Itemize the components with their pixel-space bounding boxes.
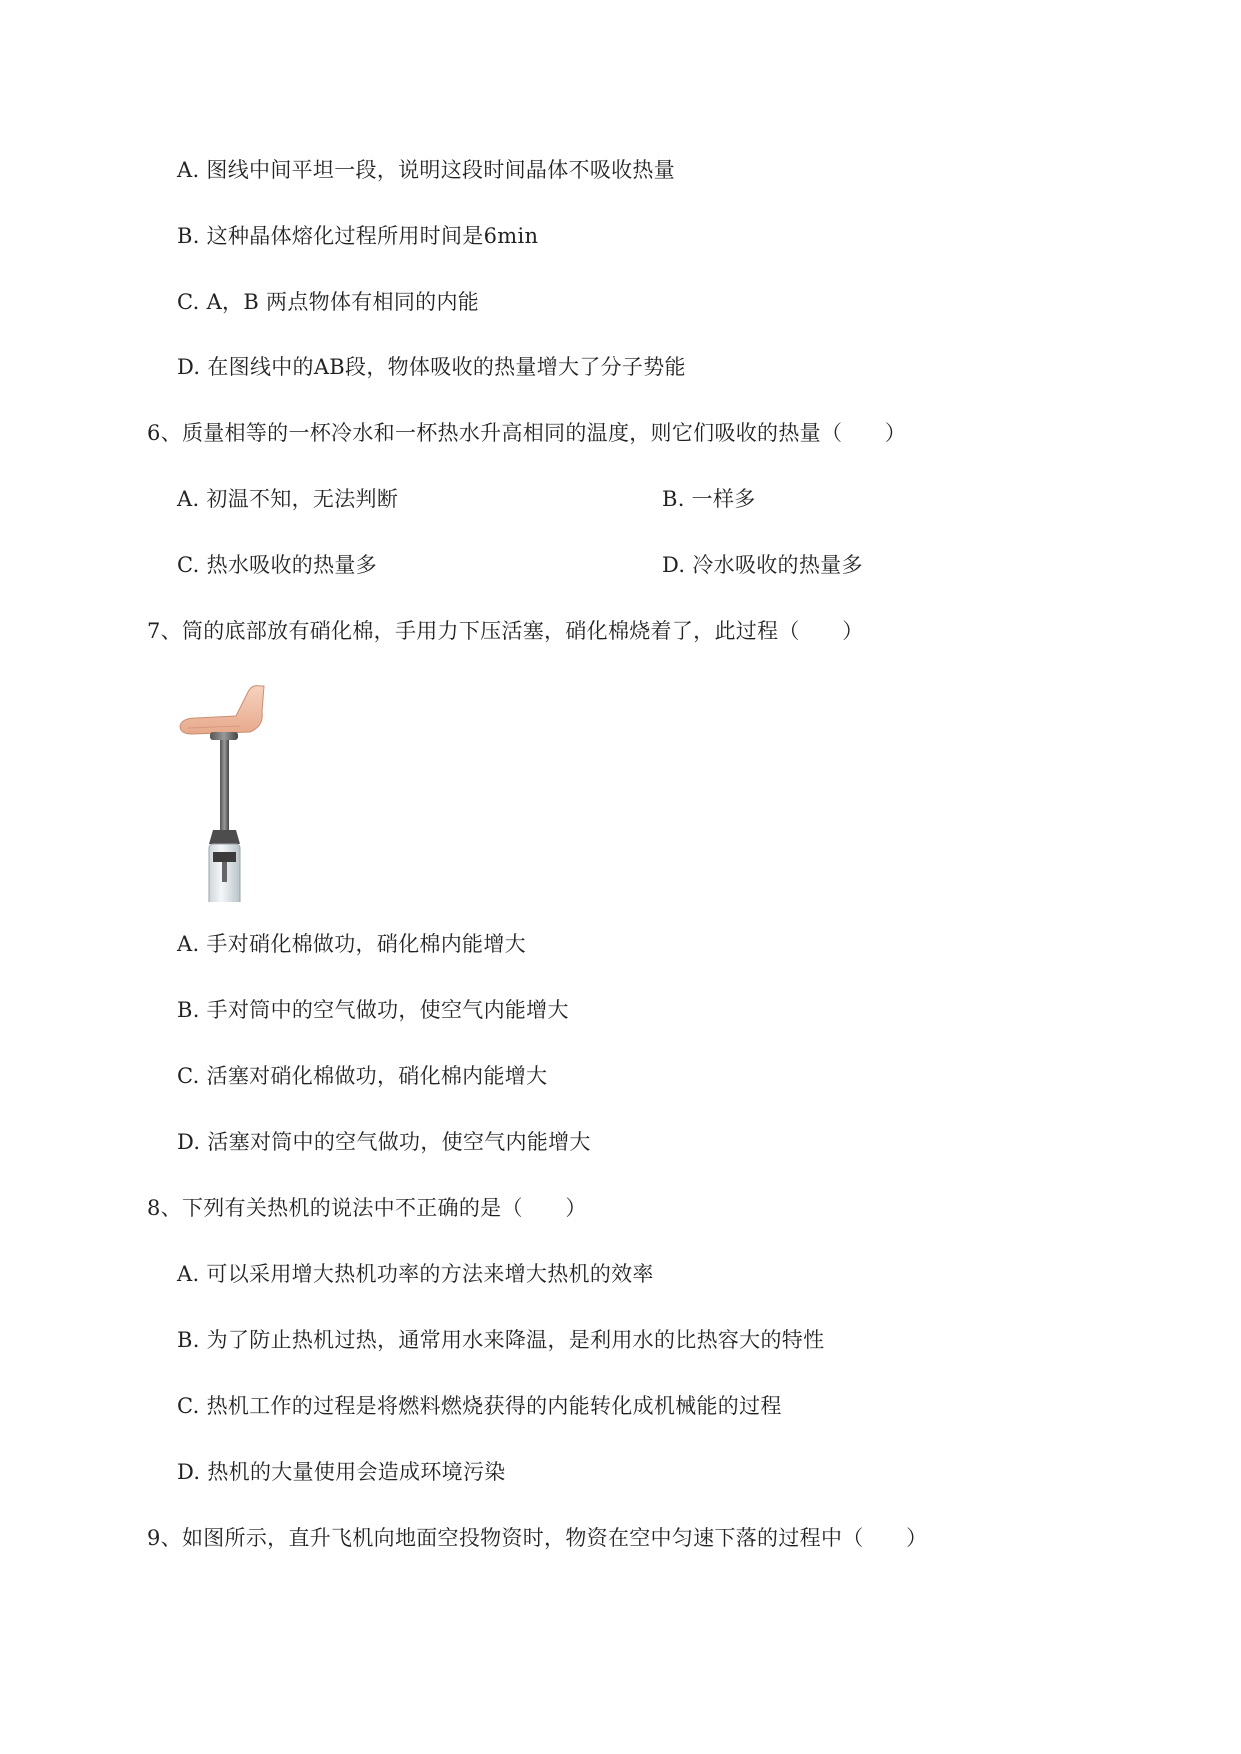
q5-option-a: A. 图线中间平坦一段，说明这段时间晶体不吸收热量 — [177, 158, 676, 182]
q6-option-c: C. 热水吸收的热量多 — [177, 553, 377, 577]
q5-option-c: C. A，B 两点物体有相同的内能 — [177, 290, 480, 314]
q9-stem: 9、如图所示，直升飞机向地面空投物资时，物资在空中匀速下落的过程中（ ） — [147, 1526, 928, 1550]
inner-piston — [213, 852, 236, 862]
q6-option-d: D. 冷水吸收的热量多 — [662, 553, 863, 577]
q8-option-c: C. 热机工作的过程是将燃料燃烧获得的内能转化成机械能的过程 — [177, 1394, 782, 1418]
q6-option-b: B. 一样多 — [662, 487, 756, 511]
q6-stem: 6、质量相等的一杯冷水和一杯热水升高相同的温度，则它们吸收的热量（ ） — [147, 421, 907, 445]
q7-option-a: A. 手对硝化棉做功，硝化棉内能增大 — [177, 932, 526, 956]
q7-option-c: C. 活塞对硝化棉做功，硝化棉内能增大 — [177, 1064, 548, 1088]
air-compression-apparatus-figure — [178, 682, 278, 902]
q6-option-a: A. 初温不知，无法判断 — [177, 487, 399, 511]
cylinder-cap — [209, 830, 240, 844]
q7-option-b: B. 手对筒中的空气做功，使空气内能增大 — [177, 998, 569, 1022]
q5-option-b: B. 这种晶体熔化过程所用时间是6min — [177, 224, 539, 248]
q7-option-d: D. 活塞对筒中的空气做功，使空气内能增大 — [177, 1130, 591, 1154]
piston-rod — [220, 740, 229, 830]
q8-option-a: A. 可以采用增大热机功率的方法来增大热机的效率 — [177, 1262, 654, 1286]
q8-option-b: B. 为了防止热机过热，通常用水来降温，是利用水的比热容大的特性 — [177, 1328, 825, 1352]
q7-stem: 7、筒的底部放有硝化棉，手用力下压活塞，硝化棉烧着了，此过程（ ） — [147, 619, 864, 643]
piston-handle — [210, 732, 238, 740]
q8-option-d: D. 热机的大量使用会造成环境污染 — [177, 1460, 506, 1484]
q5-option-d: D. 在图线中的AB段，物体吸收的热量增大了分子势能 — [177, 355, 686, 379]
q8-stem: 8、下列有关热机的说法中不正确的是（ ） — [147, 1196, 587, 1220]
